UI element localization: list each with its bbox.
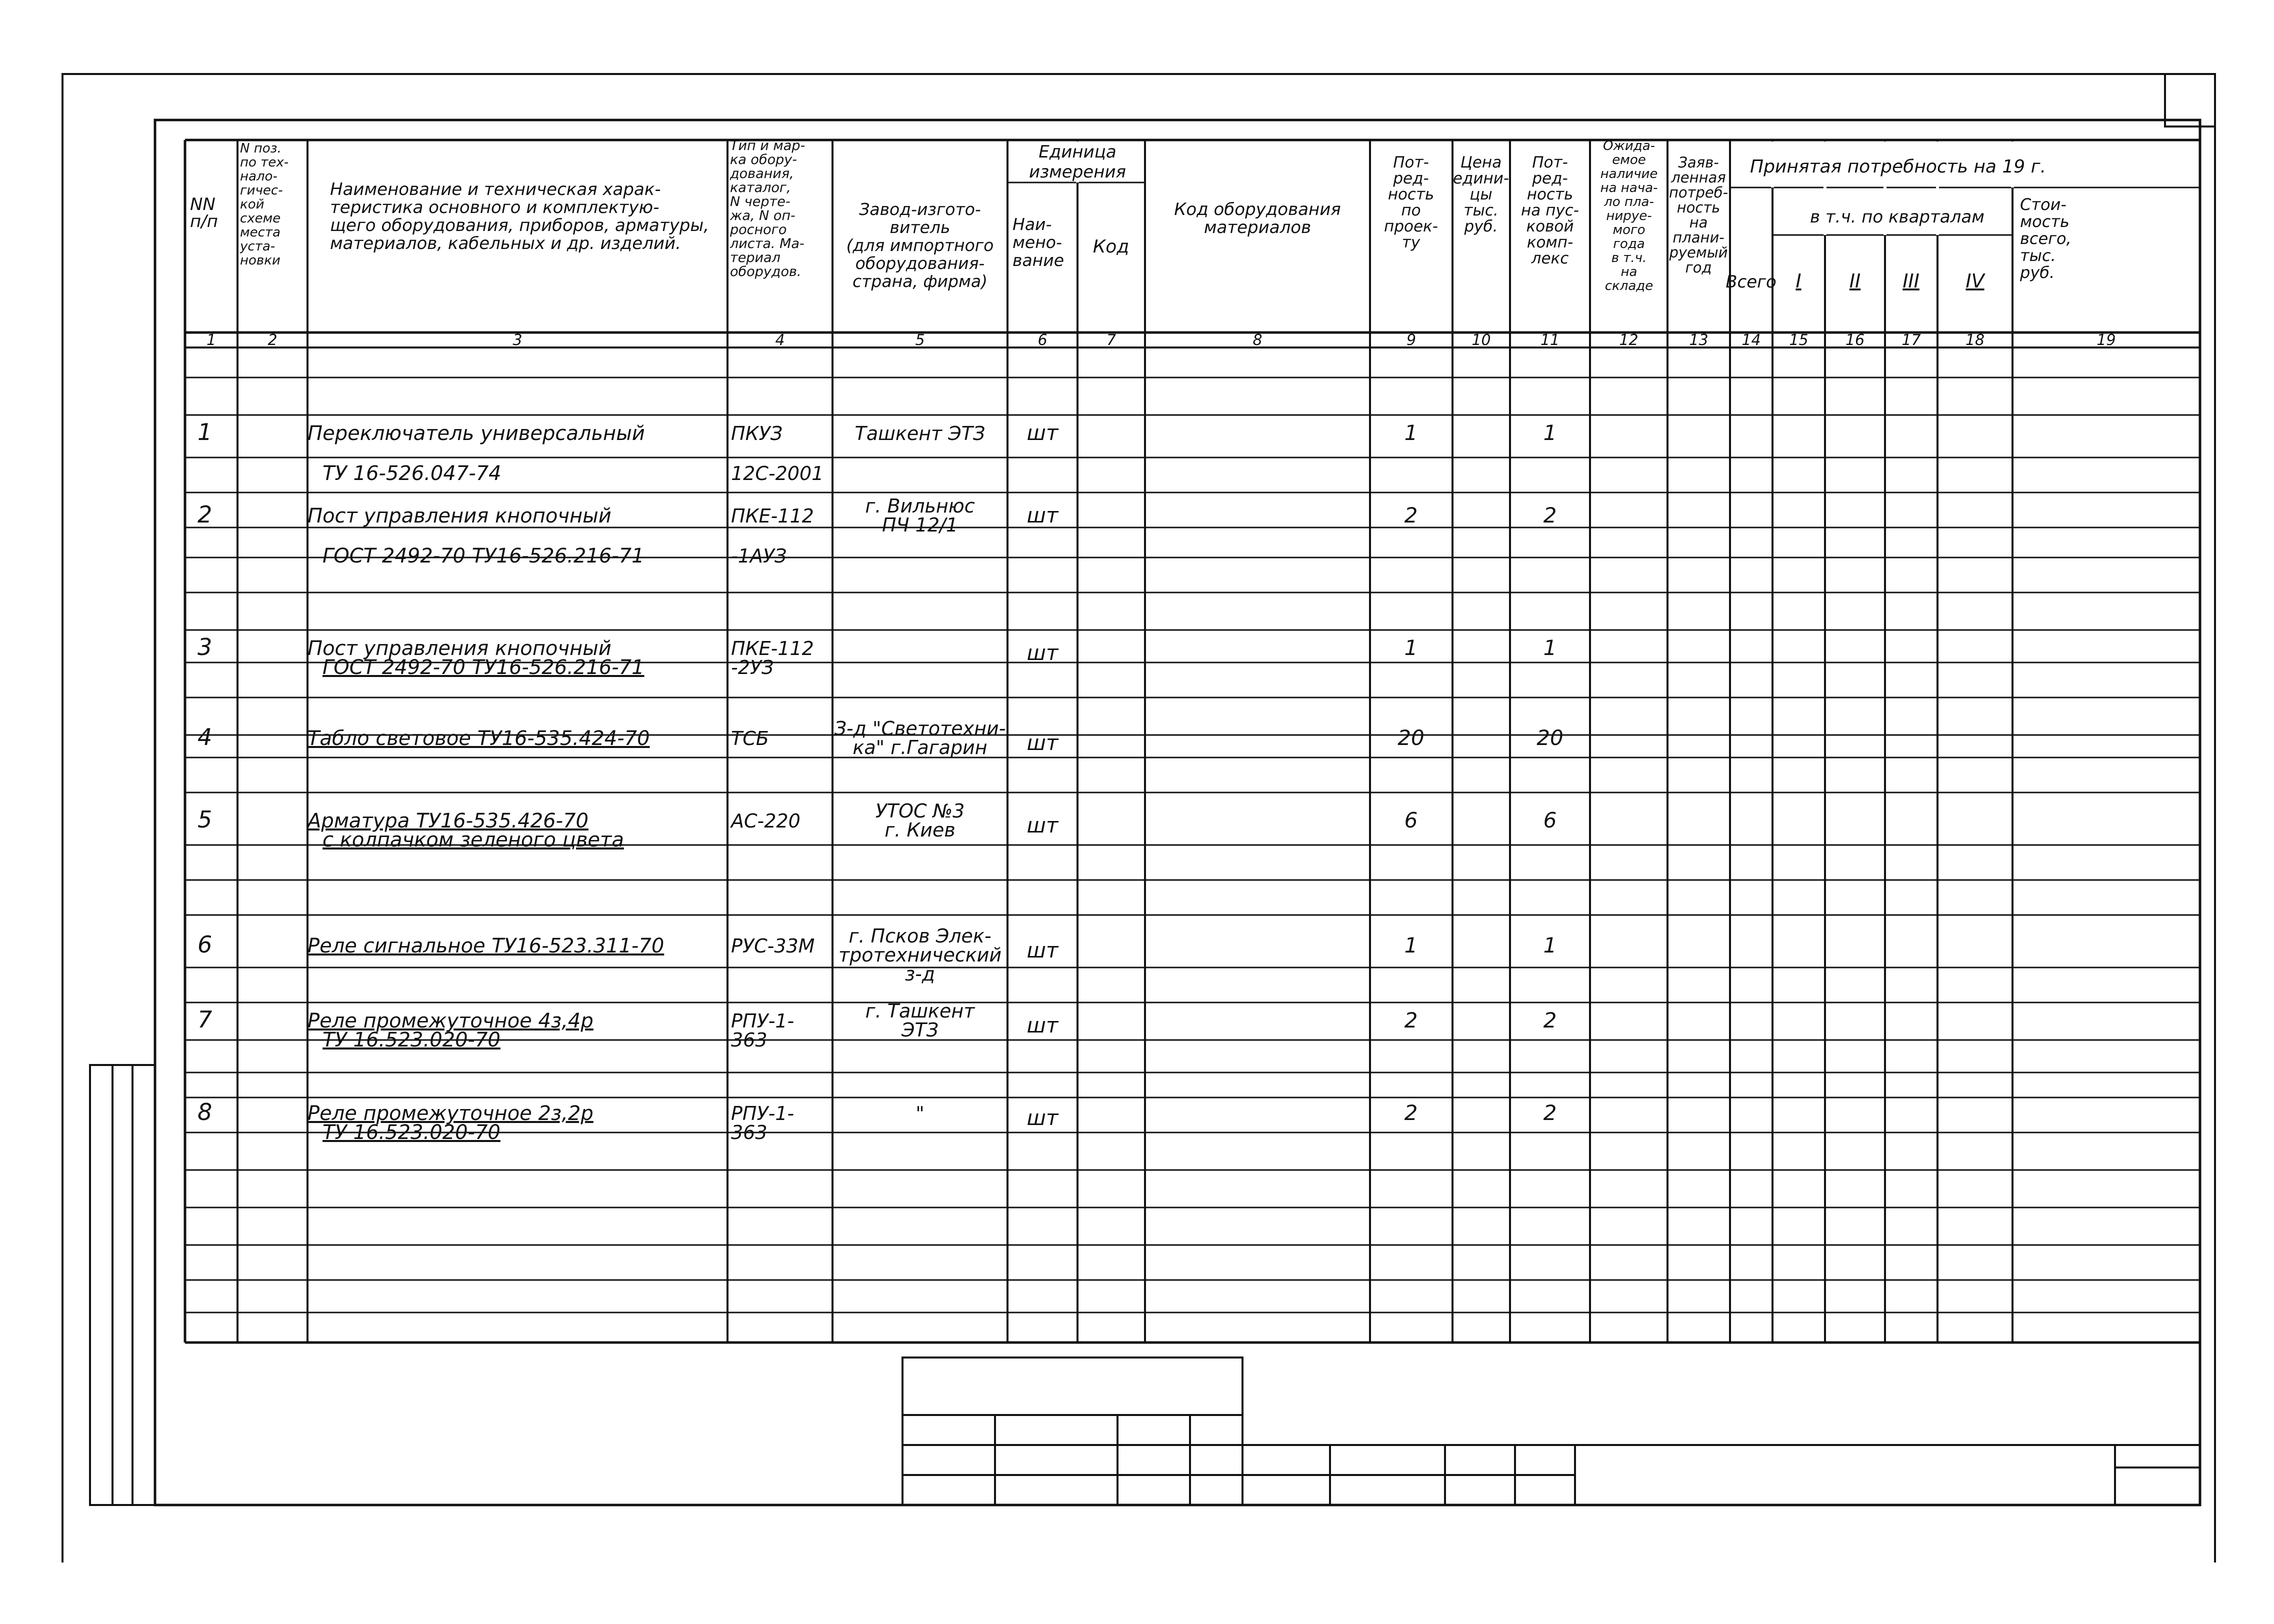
row-number: 5 [198, 806, 212, 833]
header-col-8: Код оборудования материалов [1174, 200, 1341, 238]
table-row [198, 1098, 1556, 1144]
column-number-18: 18 [1965, 332, 1985, 349]
header-col-3: Наименование и техническая харак-теристика основного и комплектую-щего оборудования, приборов, арматуры, материалов, кабельных и др. изделий. [330, 180, 710, 254]
header-quarters: в т.ч. по кварталам [1810, 207, 1984, 227]
item-need: 1 [1404, 636, 1418, 660]
header-quarter-4: IV [1966, 270, 1984, 292]
header-col-2: N поз. по тех-нало-гичес-кой схеме места уста-новки [240, 141, 289, 268]
table-header [190, 138, 2116, 349]
column-number-13: 13 [1689, 332, 1708, 349]
item-name: Реле промежуточное 2з,2р [308, 1102, 594, 1125]
column-number-19: 19 [2096, 332, 2116, 349]
item-name: ГОСТ 2492-70 ТУ16-526.216-71 [322, 656, 644, 679]
item-need: 2 [1404, 503, 1418, 528]
header-col-14: Всего [1726, 272, 1776, 292]
item-maker: ка" г.Гагарин [852, 736, 988, 758]
header-unit: Единица измерения [1028, 142, 1126, 182]
item-name: Пост управления кнопочный [308, 504, 612, 528]
item-type: -1АУЗ [731, 545, 787, 567]
item-type: 363 [731, 1122, 768, 1144]
item-maker: Ташкент ЭТЗ [854, 422, 986, 444]
item-type: ПКЕ-112 [731, 505, 814, 527]
header-accepted: Принятая потребность на 19 г. [1750, 156, 2046, 177]
row-number: 1 [198, 418, 212, 446]
item-maker: УТОС №3 [875, 800, 965, 822]
header-col-12: Ожида-емое наличие на нача-ло пла-нируе-мого года в т.ч. на складе [1600, 138, 1658, 294]
item-startup: 1 [1543, 933, 1557, 958]
column-number-9: 9 [1406, 332, 1416, 349]
header-col-5: Завод-изгото-витель (для импортного оборудования-страна, фирма) [846, 200, 994, 291]
item-need: 20 [1398, 726, 1424, 750]
item-unit: шт [1026, 938, 1058, 962]
item-need: 2 [1404, 1100, 1418, 1125]
item-unit: шт [1026, 813, 1058, 838]
item-type: ТСБ [731, 728, 769, 750]
table-row [198, 418, 1556, 485]
item-unit: шт [1026, 420, 1058, 445]
table-row [198, 800, 1556, 852]
item-name: Переключатель универсальный [308, 422, 645, 445]
column-number-12: 12 [1619, 332, 1638, 349]
column-number-15: 15 [1789, 332, 1808, 349]
item-maker: ЭТЗ [901, 1019, 939, 1041]
item-type: ПКЕ-112 [731, 638, 814, 660]
column-number-8: 8 [1252, 332, 1262, 349]
item-startup: 2 [1543, 1008, 1557, 1032]
item-maker: З-д "Светотехни- [834, 718, 1006, 740]
column-number-3: 3 [512, 332, 522, 349]
header-col-19: Стои-мость всего, тыс. руб. [2020, 195, 2072, 282]
column-number-17: 17 [1902, 332, 1921, 349]
item-name: ТУ 16-526.047-74 [322, 462, 502, 485]
header-quarter-3: III [1902, 270, 1920, 292]
row-number: 2 [198, 501, 212, 528]
title-block [902, 1358, 2200, 1505]
header-quarter-1: I [1796, 270, 1802, 292]
item-maker: з-д [904, 963, 936, 985]
column-number-2: 2 [268, 332, 278, 349]
item-maker: г. Киев [884, 819, 956, 841]
item-name: ТУ 16.523.020-70 [322, 1121, 500, 1144]
column-number-4: 4 [775, 332, 785, 349]
item-name: с колпачком зеленого цвета [322, 828, 624, 852]
side-stamp [90, 1065, 155, 1505]
table-row [198, 495, 1556, 568]
item-unit: шт [1026, 730, 1058, 755]
header-col-7: Код [1092, 236, 1130, 257]
item-name: Арматура ТУ16-535.426-70 [308, 810, 588, 832]
item-need: 6 [1404, 808, 1418, 832]
item-need: 2 [1404, 1008, 1418, 1032]
item-unit: шт [1026, 503, 1058, 528]
item-name: Табло световое ТУ16-535.424-70 [308, 727, 650, 750]
column-number-6: 6 [1038, 332, 1048, 349]
column-number-5: 5 [915, 332, 925, 349]
table-row [198, 925, 1556, 985]
item-type: -2УЗ [731, 656, 774, 678]
header-col-4: Тип и мар-ка обору-дования, каталог, N черте-жа, N оп-росного листа. Ма-териал оборудов. [730, 138, 806, 280]
item-unit: шт [1026, 1106, 1058, 1130]
item-unit: шт [1026, 1013, 1058, 1038]
header-col-13: Заяв-ленная потреб-ность на плани-руемый год [1668, 154, 1728, 276]
row-number: 4 [198, 724, 212, 750]
column-number-14: 14 [1742, 332, 1761, 349]
item-startup: 2 [1543, 1100, 1557, 1125]
item-name: Пост управления кнопочный [308, 637, 612, 660]
item-type: РПУ-1- [731, 1102, 794, 1124]
item-type: ПКУЗ [731, 422, 783, 444]
item-type: РПУ-1- [731, 1010, 794, 1032]
item-maker: тротехнический [838, 944, 1002, 966]
column-number-10: 10 [1472, 332, 1491, 349]
item-name: Реле промежуточное 4з,4р [308, 1010, 594, 1032]
item-startup: 2 [1543, 503, 1557, 528]
item-maker: " [916, 1102, 924, 1124]
header-col-10: Цена едини-цы тыс. руб. [1452, 154, 1510, 236]
item-name: ТУ 16.523.020-70 [322, 1028, 500, 1052]
header-quarter-2: II [1849, 270, 1861, 292]
column-number-11: 11 [1540, 332, 1560, 349]
item-unit: шт [1026, 640, 1058, 665]
row-number: 8 [198, 1098, 212, 1126]
table-row [198, 1000, 1556, 1052]
item-type: АС-220 [731, 810, 800, 832]
table-row [198, 634, 1556, 679]
row-number: 7 [198, 1006, 212, 1033]
row-number: 3 [198, 634, 212, 660]
item-name: Реле сигнальное ТУ16-523.311-70 [308, 934, 664, 958]
item-name: ГОСТ 2492-70 ТУ16-526.216-71 [322, 544, 644, 568]
item-type: РУС-33М [731, 935, 815, 957]
header-col-9: Пот-ред-ность по проек-ту [1384, 154, 1438, 252]
header-col-1: NN п/п [190, 194, 218, 232]
item-need: 1 [1404, 933, 1418, 958]
item-startup: 6 [1543, 808, 1557, 832]
item-type: 363 [731, 1029, 768, 1051]
item-type: 12С-2001 [731, 462, 824, 484]
row-number: 6 [198, 931, 212, 958]
header-col-6: Наи-мено-вание [1012, 214, 1064, 270]
column-number-7: 7 [1106, 332, 1116, 349]
item-maker: г. Ташкент [865, 1000, 975, 1022]
item-maker: ПЧ 12/1 [882, 514, 958, 536]
column-number-1: 1 [206, 332, 216, 349]
item-startup: 20 [1536, 726, 1564, 750]
item-need: 1 [1404, 420, 1418, 445]
item-maker: г. Вильнюс [865, 495, 975, 517]
item-startup: 1 [1543, 420, 1557, 445]
header-col-11: Пот-ред-ность на пус-ковой комп-лекс [1521, 154, 1579, 268]
item-startup: 1 [1543, 636, 1557, 660]
item-maker: г. Псков Элек- [848, 925, 992, 947]
table-row [198, 718, 1564, 758]
corner-box [2165, 74, 2215, 126]
column-number-16: 16 [1845, 332, 1865, 349]
